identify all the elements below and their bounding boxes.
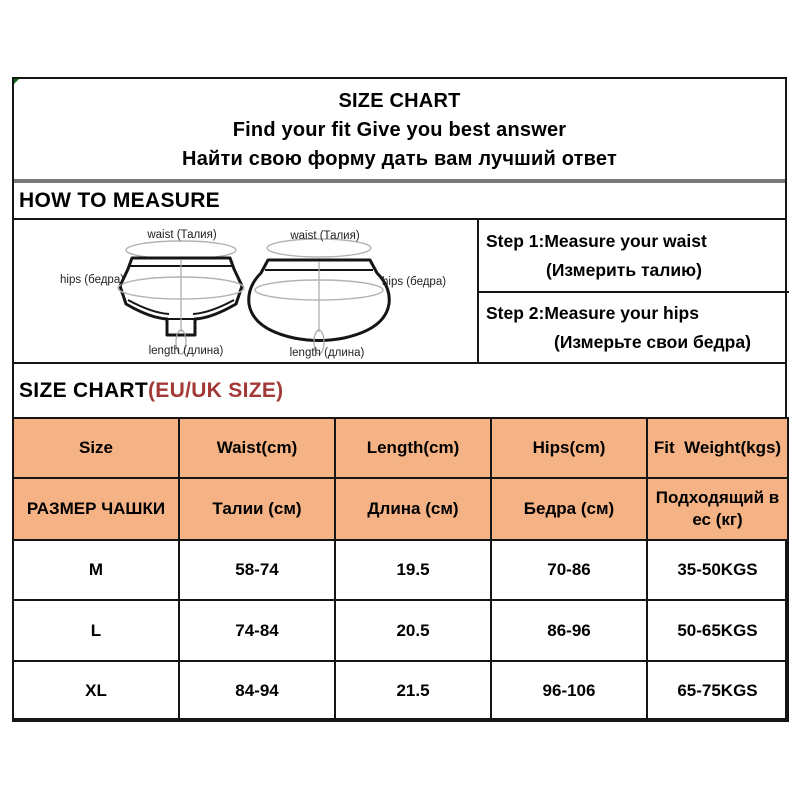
col-header-waist-ru: Талии (см) [179,478,335,540]
cell-l-weight: 50-65KGS [647,600,788,661]
table-row-m [13,540,788,600]
underwear-diagrams-illustration [14,220,477,362]
size-chart-heading-black: SIZE CHART [19,378,148,402]
title-subtitle-en: Find your fit Give you best answer [232,119,567,141]
page-title: SIZE CHART [338,90,461,112]
size-chart-heading [14,364,785,417]
table-header-row-ru [13,478,788,540]
cell-l-length: 20.5 [335,600,491,661]
cell-l-hips: 86-96 [491,600,647,661]
cell-m-weight: 35-50KGS [647,540,788,600]
measure-section [14,220,785,364]
cell-l-waist: 74-84 [179,600,335,661]
cell-m-size: M [13,540,179,600]
col-header-weight: Fit Weight(kgs) [647,418,788,478]
measure-steps [477,220,789,362]
col-header-length: Length(cm) [335,418,491,478]
waist-label-back: waist (Талия) [290,230,360,242]
cell-xl-size: XL [13,661,179,721]
title-block [14,79,785,183]
cell-xl-length: 21.5 [335,661,491,721]
cell-xl-hips: 96-106 [491,661,647,721]
size-chart-heading-red: (EU/UK SIZE) [148,378,284,402]
hips-label-back: hips (бедра) [382,276,447,288]
col-header-hips-ru: Бедра (см) [491,478,647,540]
size-chart-sheet [12,77,787,720]
step-1-text-en: Step 1:Measure your waist [486,230,707,251]
cell-m-waist: 58-74 [179,540,335,600]
cell-m-hips: 70-86 [491,540,647,600]
col-header-waist: Waist(cm) [179,418,335,478]
table-row-xl [13,661,788,721]
col-header-hips: Hips(cm) [491,418,647,478]
size-table [12,417,789,722]
step-2-text-ru: (Измерьте свои бедра) [554,331,751,352]
col-header-weight-ru: Подходящий в ес (кг) [647,478,788,540]
length-label-back: length (длина) [289,347,365,359]
cell-l-size: L [13,600,179,661]
step-1 [479,220,789,293]
col-header-length-ru: Длина (см) [335,478,491,540]
step-2-text-en: Step 2:Measure your hips [486,302,699,323]
cell-xl-waist: 84-94 [179,661,335,721]
table-header-row-en [13,418,788,478]
step-1-text-ru: (Измерить талию) [546,259,702,280]
table-row-l [13,600,788,661]
measure-diagrams [14,220,477,362]
how-to-measure-heading: HOW TO MEASURE [14,183,785,220]
col-header-size-ru: РАЗМЕР ЧАШКИ [13,478,179,540]
cell-xl-weight: 65-75KGS [647,661,788,721]
length-label-front: length (длина) [148,345,224,357]
step-2 [479,293,789,362]
hips-label-front: hips (бедра) [60,274,125,286]
col-header-size: Size [13,418,179,478]
title-subtitle-ru: Найти свою форму дать вам лучший ответ [182,148,617,170]
cell-m-length: 19.5 [335,540,491,600]
waist-label-front: waist (Талия) [147,229,217,241]
